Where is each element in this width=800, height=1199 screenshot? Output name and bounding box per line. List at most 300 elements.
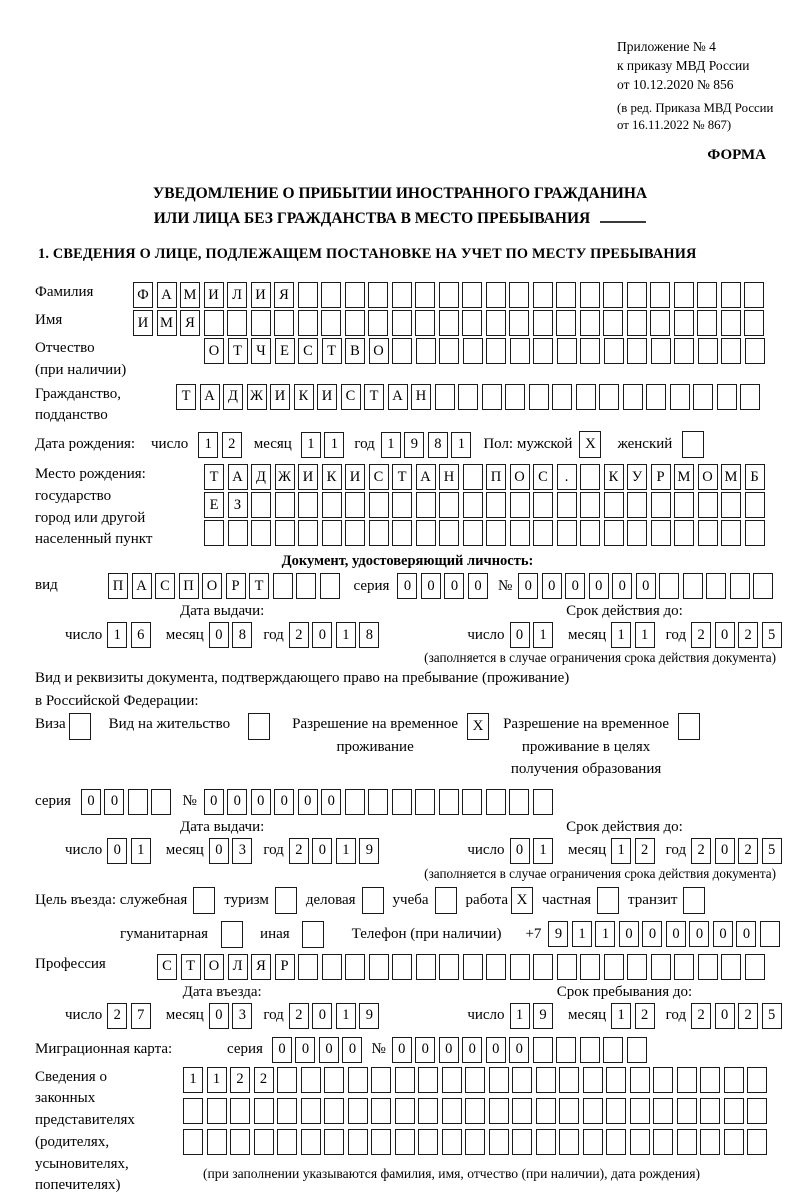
char-box[interactable] <box>345 520 365 546</box>
char-box[interactable] <box>415 282 435 308</box>
char-box[interactable] <box>576 384 596 410</box>
char-box[interactable] <box>320 573 340 599</box>
char-box[interactable] <box>418 1129 438 1155</box>
char-box[interactable] <box>251 520 271 546</box>
char-box[interactable]: М <box>157 310 177 336</box>
char-box[interactable]: 1 <box>301 432 321 458</box>
char-box[interactable]: Л <box>228 954 248 980</box>
char-box[interactable] <box>128 789 148 815</box>
char-box[interactable]: 2 <box>691 838 711 864</box>
char-box[interactable]: О <box>698 464 718 490</box>
char-box[interactable] <box>228 520 248 546</box>
char-box[interactable]: 2 <box>738 1003 758 1029</box>
char-box[interactable] <box>580 492 600 518</box>
char-box[interactable] <box>509 789 529 815</box>
char-box[interactable]: 0 <box>715 838 735 864</box>
residence-permit-checkbox[interactable] <box>248 713 270 740</box>
char-box[interactable] <box>486 282 506 308</box>
char-box[interactable] <box>277 1129 297 1155</box>
char-box[interactable] <box>392 282 412 308</box>
char-box[interactable] <box>721 954 741 980</box>
char-box[interactable] <box>606 1067 626 1093</box>
char-box[interactable] <box>439 492 459 518</box>
char-box[interactable] <box>348 1067 368 1093</box>
char-box[interactable]: Н <box>439 464 459 490</box>
char-box[interactable] <box>416 954 436 980</box>
char-box[interactable] <box>580 464 600 490</box>
char-box[interactable]: 6 <box>131 622 151 648</box>
char-box[interactable] <box>603 282 623 308</box>
char-box[interactable]: О <box>204 954 224 980</box>
char-box[interactable] <box>371 1067 391 1093</box>
char-box[interactable]: 7 <box>131 1003 151 1029</box>
char-box[interactable] <box>207 1129 227 1155</box>
char-box[interactable]: 0 <box>204 789 224 815</box>
char-box[interactable] <box>677 1067 697 1093</box>
char-box[interactable]: 0 <box>468 573 488 599</box>
char-box[interactable]: 0 <box>736 921 756 947</box>
char-box[interactable]: 0 <box>251 789 271 815</box>
char-box[interactable] <box>298 282 318 308</box>
char-box[interactable] <box>698 492 718 518</box>
char-box[interactable] <box>416 492 436 518</box>
char-box[interactable] <box>674 492 694 518</box>
char-box[interactable]: 2 <box>289 838 309 864</box>
purpose-humanitarian-checkbox[interactable] <box>221 921 243 948</box>
char-box[interactable]: М <box>180 282 200 308</box>
char-box[interactable] <box>721 492 741 518</box>
char-box[interactable]: Я <box>251 954 271 980</box>
visa-checkbox[interactable] <box>69 713 91 740</box>
char-box[interactable]: Т <box>176 384 196 410</box>
char-box[interactable]: С <box>533 464 553 490</box>
char-box[interactable]: Т <box>204 464 224 490</box>
char-box[interactable]: Ф <box>133 282 153 308</box>
char-box[interactable]: И <box>204 282 224 308</box>
char-box[interactable] <box>760 921 780 947</box>
char-box[interactable]: П <box>108 573 128 599</box>
char-box[interactable] <box>674 310 694 336</box>
char-box[interactable] <box>674 954 694 980</box>
char-box[interactable] <box>324 1067 344 1093</box>
char-box[interactable]: 0 <box>642 921 662 947</box>
char-box[interactable]: 1 <box>595 921 615 947</box>
char-box[interactable] <box>254 1129 274 1155</box>
char-box[interactable] <box>583 1129 603 1155</box>
char-box[interactable]: А <box>228 464 248 490</box>
char-box[interactable] <box>298 954 318 980</box>
char-box[interactable] <box>322 954 342 980</box>
char-box[interactable] <box>556 1037 576 1063</box>
char-box[interactable]: 1 <box>381 432 401 458</box>
char-box[interactable] <box>721 282 741 308</box>
char-box[interactable] <box>395 1098 415 1124</box>
char-box[interactable]: М <box>721 464 741 490</box>
char-box[interactable]: 9 <box>359 838 379 864</box>
char-box[interactable] <box>321 310 341 336</box>
char-box[interactable] <box>724 1098 744 1124</box>
char-box[interactable]: 0 <box>107 838 127 864</box>
char-box[interactable]: 0 <box>666 921 686 947</box>
char-box[interactable] <box>557 338 577 364</box>
char-box[interactable] <box>439 954 459 980</box>
char-box[interactable] <box>207 1098 227 1124</box>
char-box[interactable]: О <box>204 338 224 364</box>
char-box[interactable] <box>435 384 455 410</box>
char-box[interactable] <box>653 1098 673 1124</box>
char-box[interactable] <box>183 1129 203 1155</box>
char-box[interactable] <box>533 954 553 980</box>
char-box[interactable] <box>442 1098 462 1124</box>
char-box[interactable]: 0 <box>589 573 609 599</box>
char-box[interactable]: 0 <box>486 1037 506 1063</box>
char-box[interactable] <box>348 1098 368 1124</box>
char-box[interactable] <box>462 789 482 815</box>
char-box[interactable] <box>700 1098 720 1124</box>
char-box[interactable] <box>465 1067 485 1093</box>
char-box[interactable]: С <box>157 954 177 980</box>
purpose-business-checkbox[interactable] <box>362 887 384 914</box>
char-box[interactable]: В <box>345 338 365 364</box>
char-box[interactable] <box>604 520 624 546</box>
char-box[interactable]: 9 <box>533 1003 553 1029</box>
char-box[interactable] <box>674 520 694 546</box>
char-box[interactable]: 1 <box>533 838 553 864</box>
purpose-other-checkbox[interactable] <box>302 921 324 948</box>
char-box[interactable] <box>583 1098 603 1124</box>
char-box[interactable] <box>512 1098 532 1124</box>
char-box[interactable] <box>274 310 294 336</box>
char-box[interactable] <box>442 1067 462 1093</box>
char-box[interactable] <box>512 1067 532 1093</box>
char-box[interactable]: 0 <box>565 573 585 599</box>
char-box[interactable] <box>277 1067 297 1093</box>
char-box[interactable] <box>183 1098 203 1124</box>
purpose-tourism-checkbox[interactable] <box>275 887 297 914</box>
char-box[interactable] <box>489 1098 509 1124</box>
char-box[interactable] <box>298 520 318 546</box>
char-box[interactable]: 2 <box>691 1003 711 1029</box>
char-box[interactable]: О <box>202 573 222 599</box>
char-box[interactable]: 2 <box>289 622 309 648</box>
char-box[interactable]: 0 <box>272 1037 292 1063</box>
char-box[interactable] <box>369 492 389 518</box>
char-box[interactable] <box>395 1129 415 1155</box>
purpose-study-checkbox[interactable] <box>435 887 457 914</box>
char-box[interactable] <box>458 384 478 410</box>
char-box[interactable]: 0 <box>312 622 332 648</box>
char-box[interactable] <box>670 384 690 410</box>
char-box[interactable]: 1 <box>336 1003 356 1029</box>
char-box[interactable] <box>368 282 388 308</box>
char-box[interactable]: 1 <box>451 432 471 458</box>
char-box[interactable] <box>646 384 666 410</box>
char-box[interactable] <box>369 954 389 980</box>
char-box[interactable] <box>674 338 694 364</box>
char-box[interactable] <box>603 310 623 336</box>
char-box[interactable] <box>698 520 718 546</box>
char-box[interactable]: 0 <box>439 1037 459 1063</box>
char-box[interactable] <box>604 954 624 980</box>
char-box[interactable]: И <box>298 464 318 490</box>
char-box[interactable] <box>557 520 577 546</box>
char-box[interactable]: 0 <box>518 573 538 599</box>
char-box[interactable]: 0 <box>397 573 417 599</box>
char-box[interactable] <box>321 282 341 308</box>
char-box[interactable] <box>744 310 764 336</box>
char-box[interactable] <box>745 520 765 546</box>
char-box[interactable] <box>724 1067 744 1093</box>
char-box[interactable]: 0 <box>462 1037 482 1063</box>
char-box[interactable]: 0 <box>510 838 530 864</box>
char-box[interactable] <box>557 492 577 518</box>
char-box[interactable] <box>651 492 671 518</box>
char-box[interactable] <box>627 954 647 980</box>
char-box[interactable]: 9 <box>404 432 424 458</box>
char-box[interactable] <box>465 1098 485 1124</box>
char-box[interactable] <box>275 520 295 546</box>
char-box[interactable] <box>298 492 318 518</box>
char-box[interactable] <box>651 520 671 546</box>
char-box[interactable] <box>345 282 365 308</box>
char-box[interactable] <box>486 492 506 518</box>
char-box[interactable] <box>416 520 436 546</box>
char-box[interactable] <box>677 1129 697 1155</box>
char-box[interactable] <box>439 338 459 364</box>
char-box[interactable] <box>730 573 750 599</box>
char-box[interactable] <box>559 1098 579 1124</box>
char-box[interactable]: 2 <box>254 1067 274 1093</box>
char-box[interactable]: П <box>486 464 506 490</box>
char-box[interactable]: 8 <box>428 432 448 458</box>
char-box[interactable]: 0 <box>715 622 735 648</box>
char-box[interactable] <box>627 338 647 364</box>
char-box[interactable] <box>529 384 549 410</box>
char-box[interactable]: А <box>157 282 177 308</box>
char-box[interactable] <box>697 310 717 336</box>
char-box[interactable] <box>706 573 726 599</box>
char-box[interactable]: М <box>674 464 694 490</box>
char-box[interactable] <box>204 520 224 546</box>
char-box[interactable]: А <box>388 384 408 410</box>
char-box[interactable] <box>627 492 647 518</box>
char-box[interactable] <box>348 1129 368 1155</box>
char-box[interactable] <box>740 384 760 410</box>
char-box[interactable] <box>747 1098 767 1124</box>
char-box[interactable] <box>251 492 271 518</box>
char-box[interactable]: К <box>322 464 342 490</box>
char-box[interactable] <box>395 1067 415 1093</box>
char-box[interactable] <box>439 282 459 308</box>
char-box[interactable] <box>368 310 388 336</box>
char-box[interactable] <box>533 282 553 308</box>
char-box[interactable] <box>700 1067 720 1093</box>
char-box[interactable] <box>604 338 624 364</box>
char-box[interactable] <box>204 310 224 336</box>
char-box[interactable] <box>486 310 506 336</box>
char-box[interactable]: 0 <box>274 789 294 815</box>
char-box[interactable] <box>301 1129 321 1155</box>
char-box[interactable] <box>700 1129 720 1155</box>
char-box[interactable] <box>392 789 412 815</box>
char-box[interactable]: 1 <box>635 622 655 648</box>
char-box[interactable] <box>653 1129 673 1155</box>
char-box[interactable] <box>251 310 271 336</box>
char-box[interactable]: 0 <box>342 1037 362 1063</box>
char-box[interactable]: Е <box>275 338 295 364</box>
char-box[interactable]: 3 <box>232 1003 252 1029</box>
char-box[interactable] <box>693 384 713 410</box>
char-box[interactable] <box>533 1037 553 1063</box>
char-box[interactable]: 1 <box>336 622 356 648</box>
char-box[interactable] <box>509 310 529 336</box>
char-box[interactable]: 8 <box>359 622 379 648</box>
char-box[interactable] <box>533 492 553 518</box>
char-box[interactable] <box>559 1067 579 1093</box>
char-box[interactable]: 1 <box>324 432 344 458</box>
char-box[interactable] <box>273 573 293 599</box>
char-box[interactable] <box>698 338 718 364</box>
purpose-work-checkbox[interactable]: X <box>511 887 533 914</box>
char-box[interactable]: 0 <box>209 622 229 648</box>
char-box[interactable]: 3 <box>232 838 252 864</box>
char-box[interactable] <box>368 789 388 815</box>
char-box[interactable] <box>151 789 171 815</box>
char-box[interactable]: Р <box>226 573 246 599</box>
char-box[interactable] <box>721 520 741 546</box>
char-box[interactable]: Р <box>651 464 671 490</box>
purpose-transit-checkbox[interactable] <box>683 887 705 914</box>
char-box[interactable] <box>486 338 506 364</box>
char-box[interactable]: С <box>298 338 318 364</box>
char-box[interactable]: Е <box>204 492 224 518</box>
char-box[interactable] <box>439 310 459 336</box>
char-box[interactable] <box>486 520 506 546</box>
char-box[interactable]: И <box>251 282 271 308</box>
char-box[interactable] <box>439 789 459 815</box>
char-box[interactable] <box>505 384 525 410</box>
char-box[interactable] <box>580 338 600 364</box>
char-box[interactable]: 9 <box>359 1003 379 1029</box>
char-box[interactable] <box>651 338 671 364</box>
char-box[interactable] <box>512 1129 532 1155</box>
char-box[interactable]: Т <box>181 954 201 980</box>
char-box[interactable] <box>651 954 671 980</box>
char-box[interactable] <box>683 573 703 599</box>
purpose-private-checkbox[interactable] <box>597 887 619 914</box>
char-box[interactable] <box>465 1129 485 1155</box>
char-box[interactable]: 0 <box>209 1003 229 1029</box>
char-box[interactable]: Р <box>275 954 295 980</box>
char-box[interactable]: Т <box>322 338 342 364</box>
char-box[interactable] <box>345 954 365 980</box>
char-box[interactable]: И <box>317 384 337 410</box>
char-box[interactable] <box>533 789 553 815</box>
char-box[interactable]: 2 <box>230 1067 250 1093</box>
char-box[interactable] <box>674 282 694 308</box>
char-box[interactable]: С <box>341 384 361 410</box>
char-box[interactable] <box>536 1098 556 1124</box>
char-box[interactable] <box>721 310 741 336</box>
char-box[interactable]: 0 <box>227 789 247 815</box>
char-box[interactable]: П <box>179 573 199 599</box>
char-box[interactable]: С <box>155 573 175 599</box>
char-box[interactable] <box>623 384 643 410</box>
char-box[interactable]: 0 <box>636 573 656 599</box>
purpose-official-checkbox[interactable] <box>193 887 215 914</box>
char-box[interactable]: 0 <box>444 573 464 599</box>
char-box[interactable]: Ж <box>247 384 267 410</box>
char-box[interactable] <box>463 520 483 546</box>
char-box[interactable] <box>442 1129 462 1155</box>
char-box[interactable] <box>277 1098 297 1124</box>
char-box[interactable]: И <box>345 464 365 490</box>
char-box[interactable] <box>745 492 765 518</box>
char-box[interactable]: 1 <box>183 1067 203 1093</box>
char-box[interactable] <box>345 310 365 336</box>
char-box[interactable] <box>230 1129 250 1155</box>
char-box[interactable] <box>510 520 530 546</box>
char-box[interactable] <box>603 1037 623 1063</box>
char-box[interactable] <box>369 520 389 546</box>
char-box[interactable] <box>371 1129 391 1155</box>
char-box[interactable] <box>721 338 741 364</box>
char-box[interactable]: 1 <box>198 432 218 458</box>
char-box[interactable] <box>463 492 483 518</box>
char-box[interactable] <box>536 1129 556 1155</box>
char-box[interactable]: Н <box>411 384 431 410</box>
char-box[interactable] <box>509 282 529 308</box>
char-box[interactable] <box>415 310 435 336</box>
char-box[interactable]: 0 <box>715 1003 735 1029</box>
char-box[interactable] <box>627 1037 647 1063</box>
char-box[interactable] <box>482 384 502 410</box>
char-box[interactable]: 1 <box>107 622 127 648</box>
char-box[interactable] <box>463 464 483 490</box>
char-box[interactable] <box>275 492 295 518</box>
char-box[interactable]: О <box>369 338 389 364</box>
sex-male-checkbox[interactable]: X <box>579 431 601 458</box>
char-box[interactable]: 0 <box>81 789 101 815</box>
char-box[interactable]: 0 <box>612 573 632 599</box>
char-box[interactable]: Л <box>227 282 247 308</box>
char-box[interactable]: 0 <box>689 921 709 947</box>
char-box[interactable] <box>418 1098 438 1124</box>
char-box[interactable] <box>489 1129 509 1155</box>
char-box[interactable] <box>533 310 553 336</box>
char-box[interactable] <box>552 384 572 410</box>
char-box[interactable]: Т <box>228 338 248 364</box>
char-box[interactable] <box>463 954 483 980</box>
char-box[interactable] <box>627 520 647 546</box>
char-box[interactable] <box>747 1067 767 1093</box>
char-box[interactable] <box>630 1067 650 1093</box>
char-box[interactable]: 1 <box>533 622 553 648</box>
char-box[interactable]: 1 <box>207 1067 227 1093</box>
char-box[interactable]: 5 <box>762 838 782 864</box>
char-box[interactable]: 2 <box>222 432 242 458</box>
char-box[interactable] <box>322 520 342 546</box>
char-box[interactable]: К <box>604 464 624 490</box>
char-box[interactable] <box>606 1129 626 1155</box>
char-box[interactable] <box>556 310 576 336</box>
char-box[interactable]: 0 <box>209 838 229 864</box>
char-box[interactable]: 8 <box>232 622 252 648</box>
char-box[interactable]: Д <box>223 384 243 410</box>
char-box[interactable]: 2 <box>289 1003 309 1029</box>
char-box[interactable]: 2 <box>635 1003 655 1029</box>
char-box[interactable] <box>630 1129 650 1155</box>
